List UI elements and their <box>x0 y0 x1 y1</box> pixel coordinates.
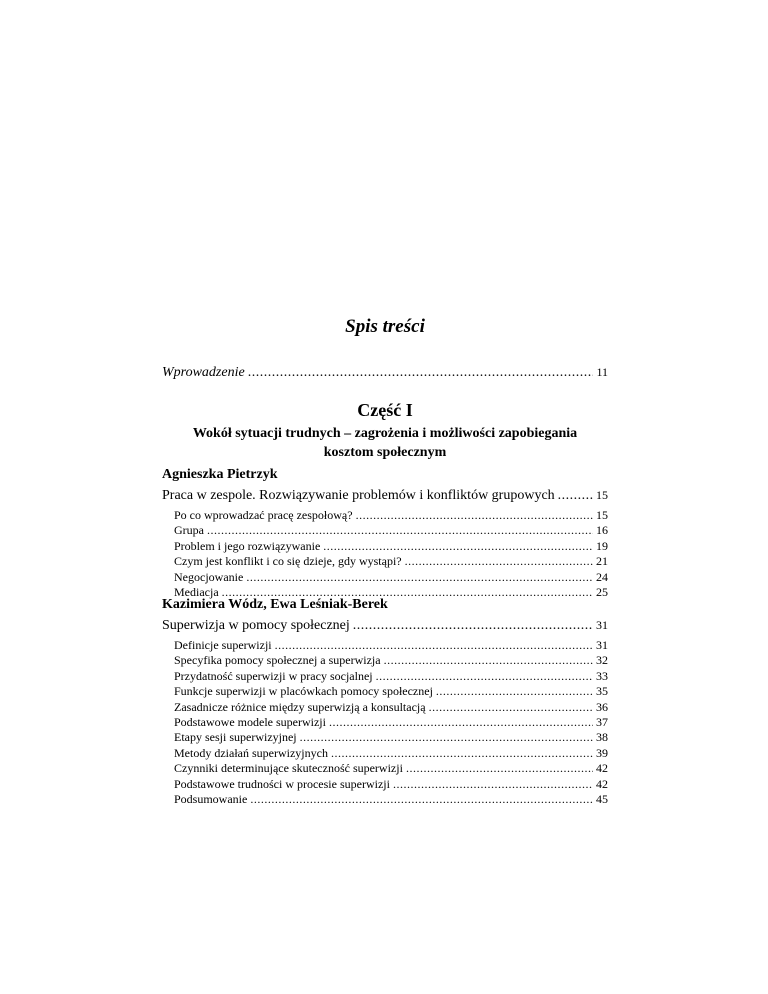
toc-chapter-label: Superwizja w pomocy społecznej <box>162 618 350 633</box>
dot-leader <box>246 570 593 585</box>
toc-page-number: 42 <box>596 776 608 791</box>
part-title-line-2: kosztom społecznym <box>323 445 447 460</box>
dot-leader <box>356 508 593 523</box>
toc-page-number: 19 <box>596 538 608 553</box>
dot-leader <box>353 616 593 635</box>
toc-subsection-label: Podstawowe trudności w procesie superwizji <box>174 776 390 791</box>
toc-page-number: 38 <box>596 730 608 745</box>
toc-subsection <box>174 653 608 668</box>
dot-leader <box>248 365 594 381</box>
toc-page-number: 35 <box>596 684 608 699</box>
part-title-line-1: Wokół sytuacji trudnych – zagrożenia i możliwości zapobiegania <box>192 426 578 441</box>
toc-page-number: 15 <box>596 508 608 522</box>
toc-page-number: 21 <box>596 554 608 569</box>
toc-subsection-label: Etapy sesji superwizyjnej <box>174 730 297 745</box>
toc-section-1 <box>162 466 608 600</box>
toc-subsection <box>174 792 608 807</box>
toc-subsection <box>174 730 608 745</box>
toc-subsection-label: Po co wprowadzać pracę zespołową? <box>174 508 353 522</box>
toc-subsection <box>174 777 608 792</box>
toc-page-number: 39 <box>596 745 608 760</box>
toc-subsection <box>174 715 608 730</box>
toc-page-number: 36 <box>596 699 608 714</box>
toc-subsection-list <box>174 638 608 807</box>
toc-subsection-label: Podstawowe modele superwizji <box>174 715 326 730</box>
toc-subsection-label: Metody działań superwizyjnych <box>174 745 328 760</box>
toc-subsection <box>174 746 608 761</box>
dot-leader <box>207 523 593 538</box>
toc-subsection-label: Zasadnicze różnice między superwizją a konsultacją <box>174 699 426 714</box>
toc-page-number: 16 <box>596 523 608 538</box>
toc-subsection <box>174 570 608 585</box>
toc-page-number: 31 <box>596 618 608 632</box>
toc-subsection-label: Czym jest konflikt i co się dzieje, gdy wystąpi? <box>174 554 402 569</box>
toc-subsection-label: Grupa <box>174 523 204 538</box>
toc-subsection <box>174 669 608 684</box>
toc-page-number: 42 <box>596 761 608 776</box>
toc-subsection <box>174 638 608 653</box>
toc-subsection-label: Czynniki determinujące skuteczność superwizji <box>174 761 403 776</box>
toc-chapter <box>162 616 608 635</box>
toc-subsection <box>174 539 608 554</box>
dot-leader <box>329 715 593 730</box>
dot-leader <box>384 653 593 668</box>
toc-page-number: 15 <box>596 488 608 502</box>
toc-subsection-label: Mediacja <box>174 585 219 600</box>
page-title: Spis treści <box>345 316 425 337</box>
dot-leader <box>393 777 593 792</box>
dot-leader <box>558 486 593 505</box>
dot-leader <box>331 746 593 761</box>
toc-subsection <box>174 761 608 776</box>
toc-subsection <box>174 700 608 715</box>
dot-leader <box>405 554 593 569</box>
section-author: Kazimiera Wódz, Ewa Leśniak-Berek <box>162 597 388 612</box>
dot-leader <box>376 669 593 684</box>
dot-leader <box>300 730 593 745</box>
dot-leader <box>275 638 593 653</box>
toc-subsection-list <box>174 508 608 600</box>
dot-leader <box>406 761 593 776</box>
toc-subsection-label: Funkcje superwizji w placówkach pomocy społecznej <box>174 684 433 699</box>
toc-chapter <box>162 486 608 505</box>
toc-entry-intro <box>162 365 608 381</box>
toc-page-number: 37 <box>596 715 608 730</box>
toc-subsection-label: Specyfika pomocy społecznej a superwizja <box>174 653 381 668</box>
section-author: Agnieszka Pietrzyk <box>162 467 278 482</box>
toc-entry-label: Wprowadzenie <box>162 365 245 380</box>
toc-subsection <box>174 554 608 569</box>
toc-page-number: 24 <box>596 569 608 584</box>
toc-page-number: 11 <box>596 365 608 379</box>
toc-page-number: 32 <box>596 653 608 668</box>
part-number: Część I <box>357 400 413 420</box>
toc-subsection-label: Negocjowanie <box>174 569 244 584</box>
toc-chapter-label: Praca w zespole. Rozwiązywanie problemów i konfliktów grupowych <box>162 488 555 503</box>
toc-subsection <box>174 523 608 538</box>
toc-page-number: 31 <box>596 638 608 652</box>
toc-subsection-label: Definicje superwizji <box>174 638 272 652</box>
dot-leader <box>250 792 593 807</box>
toc-subsection-label: Podsumowanie <box>174 792 248 807</box>
toc-page-number: 25 <box>596 585 608 600</box>
toc-subsection <box>174 684 608 699</box>
toc-section-2 <box>162 596 608 807</box>
toc-page-number: 33 <box>596 668 608 683</box>
toc-subsection-label: Przydatność superwizji w pracy socjalnej <box>174 668 373 683</box>
part-heading <box>162 398 608 462</box>
toc-page-number: 45 <box>596 792 608 807</box>
dot-leader <box>323 539 593 554</box>
dot-leader <box>436 684 593 699</box>
dot-leader <box>429 700 593 715</box>
toc-subsection-label: Problem i jego rozwiązywanie <box>174 538 321 553</box>
toc-subsection <box>174 508 608 523</box>
